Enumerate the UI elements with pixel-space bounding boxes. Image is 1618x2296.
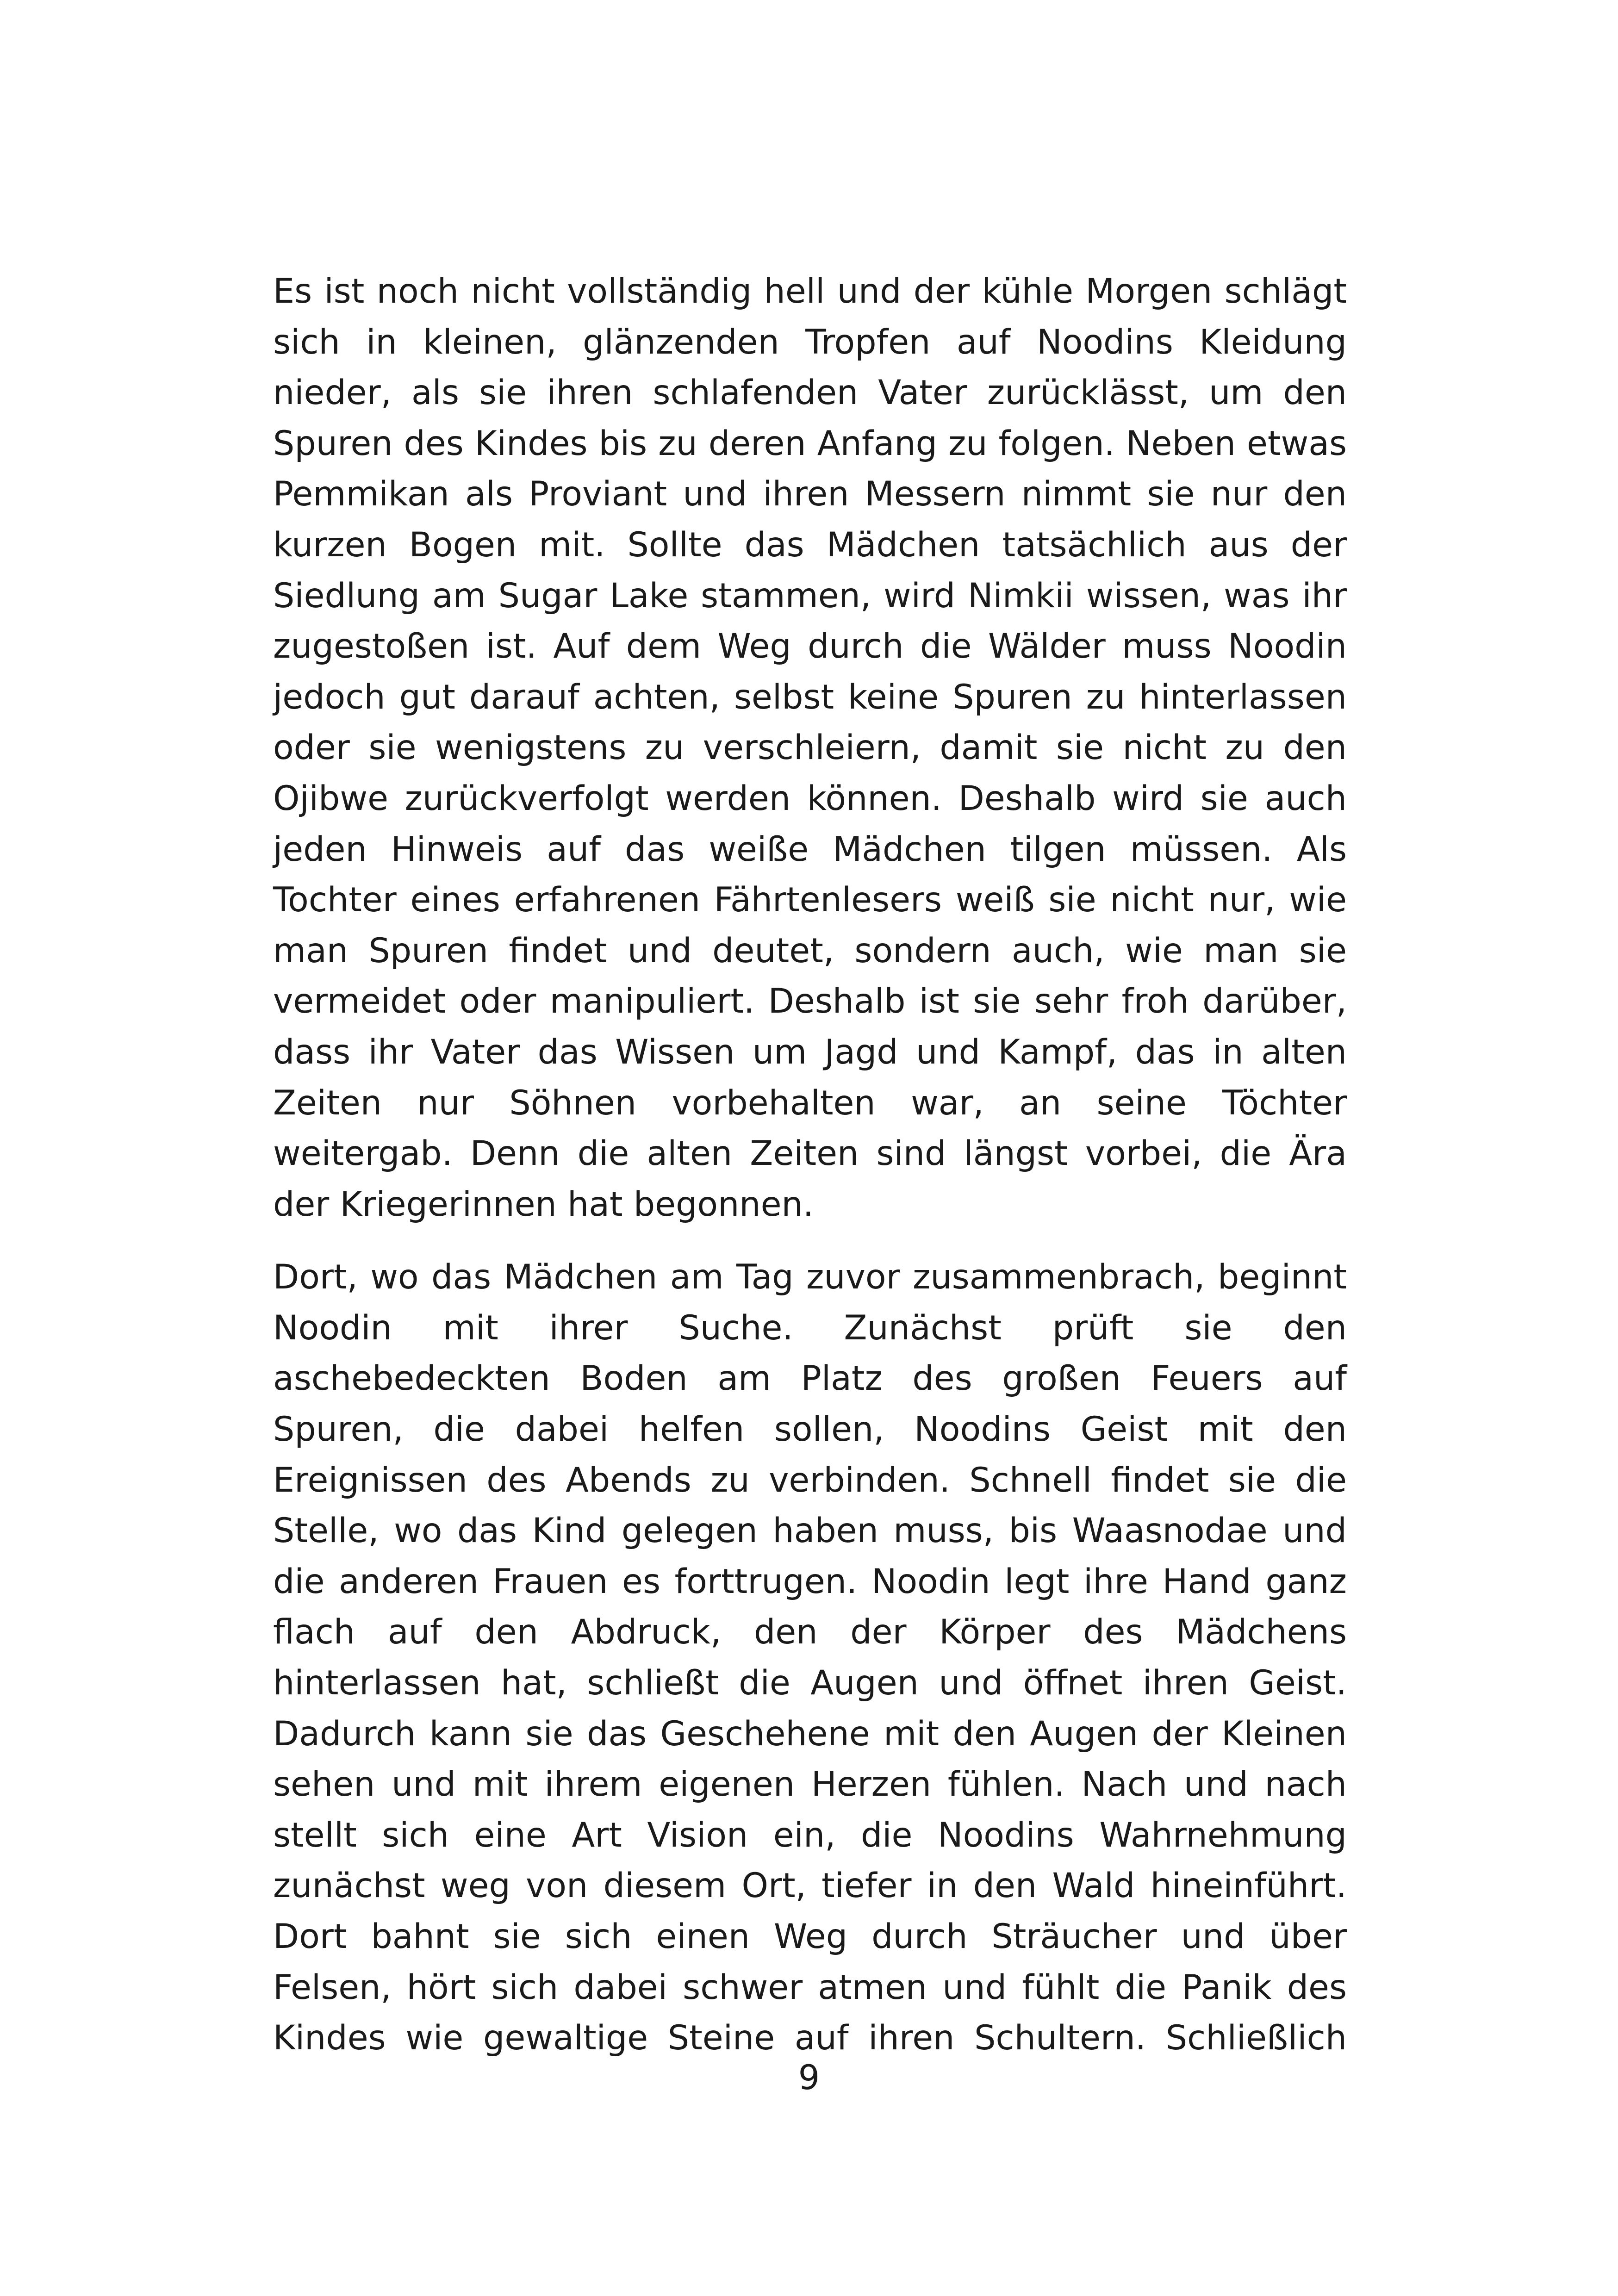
body-text xyxy=(273,266,1347,2064)
page-number: 9 xyxy=(798,2058,820,2097)
paragraph: Es ist noch nicht vollständig hell und der kühle Morgen schlägt sich in kleinen, glänzenden Tropfen auf Noodins Kleidung nieder, als sie ihren schlafenden Vater zurücklässt, um den Spuren des Kindes bis zu deren Anfang zu folgen. Neben etwas Pemmikan als Proviant und ihren Messern nimmt sie nur den kurzen Bogen mit. Sollte das Mädchen tatsächlich aus der Siedlung am Sugar Lake stammen, wird Nimkii wissen, was ihr zugestoßen ist. Auf dem Weg durch die Wälder muss Noodin jedoch gut darauf achten, selbst keine Spuren zu hinterlassen oder sie wenigstens zu verschleiern, damit sie nicht zu den Ojibwe zurückverfolgt werden können. Deshalb wird sie auch jeden Hinweis auf das weiße Mädchen tilgen müssen. Als Tochter eines erfahrenen Fährtenlesers weiß sie nicht nur, wie man Spuren findet und deutet, sondern auch, wie man sie vermeidet oder manipuliert. Deshalb ist sie sehr froh darüber, dass ihr Vater das Wissen um Jagd und Kampf, das in alten Zeiten nur Söhnen vorbehalten war, an seine Töchter weitergab. Denn die alten Zeiten sind längst vorbei, die Ära der Kriegerinnen hat begonnen. xyxy=(273,272,1347,1224)
paragraph: Dort, wo das Mädchen am Tag zuvor zusammenbrach, beginnt Noodin mit ihrer Suche. Zunächst prüft sie den aschebedeckten Boden am Platz des großen Feuers auf Spuren, die dabei helfen sollen, Noodins Geist mit den Ereignissen des Abends zu verbinden. Schnell findet sie die Stelle, wo das Kind gelegen haben muss, bis Waasnodae und die anderen Frauen es forttrugen. Noodin legt ihre Hand ganz flach auf den Abdruck, den der Körper des Mädchens hinterlassen hat, schließt die Augen und öffnet ihren Geist. Dadurch kann sie das Geschehene mit den Augen der Kleinen sehen und mit ihrem eigenen Herzen fühlen. Nach und nach stellt sich eine Art Vision ein, die Noodins Wahrnehmung zunächst weg von diesem Ort, tiefer in den Wald hineinführt. Dort bahnt sie sich einen Weg durch Sträucher und über Felsen, hört sich dabei schwer atmen und fühlt die Panik des Kindes wie gewaltige Steine auf ihren Schultern. Schließlich xyxy=(273,1257,1347,2058)
